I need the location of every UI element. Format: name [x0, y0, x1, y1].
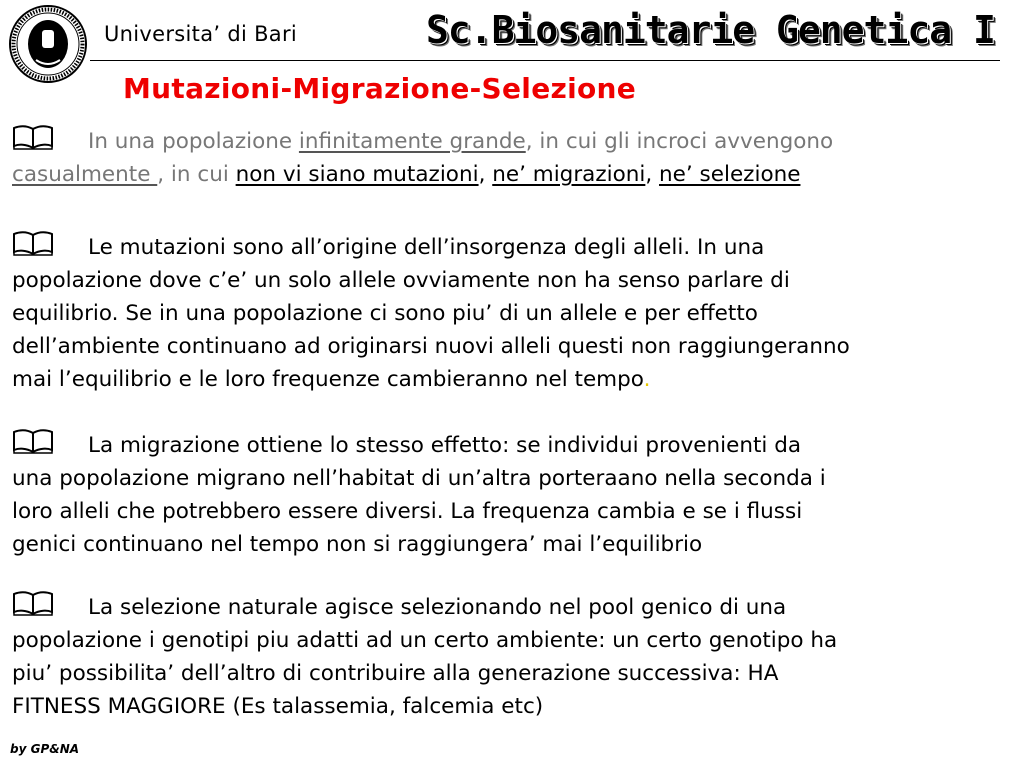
intro-paragraph: [12, 124, 1012, 191]
mutations-line-3: equilibrio. Se in una popolazione ci sono piu’ di un allele e per effetto: [12, 301, 758, 326]
migration-line-1: La migrazione ottiene lo stesso effetto: se individui provenienti da: [88, 433, 802, 458]
course-title: Sc.Biosanitarie Genetica I: [426, 8, 995, 52]
selection-line-4: FITNESS MAGGIORE (Es talassemia, falcemia etc): [12, 694, 544, 719]
open-book-icon: [12, 124, 54, 150]
university-name: Universita’ di Bari: [104, 22, 298, 46]
mutations-paragraph: [12, 230, 1012, 396]
mutations-end-dot: .: [643, 367, 651, 392]
selection-line-2: popolazione i genotipi piu adatti ad un certo ambiente: un certo genotipo ha: [12, 628, 838, 653]
intro-term-no-mutations: non vi siano mutazioni: [235, 162, 479, 187]
intro-text-5: ,: [645, 162, 660, 187]
header-divider: [90, 60, 1000, 61]
intro-term-randomly: casualmente: [12, 162, 158, 187]
selection-paragraph: [12, 590, 1012, 723]
author-credit: by GP&NA: [10, 742, 80, 756]
intro-term-infinitely-large: infinitamente grande: [298, 129, 526, 154]
open-book-icon: [12, 230, 54, 256]
migration-paragraph: [12, 428, 1012, 561]
open-book-icon: [12, 590, 54, 616]
open-book-icon: [12, 428, 54, 454]
selection-line-3: piu’ possibilita’ dell’altro di contribuire alla generazione successiva: HA: [12, 661, 779, 686]
intro-term-no-migrations: ne’ migrazioni: [492, 162, 646, 187]
selection-line-1: La selezione naturale agisce selezionando nel pool genico di una: [88, 595, 787, 620]
mutations-line-1: Le mutazioni sono all’origine dell’insorgenza degli alleli. In una: [88, 235, 765, 260]
slide-title: Mutazioni-Migrazione-Selezione: [123, 72, 637, 105]
migration-line-3: loro alleli che potrebbero essere diversi. La frequenza cambia e se i flussi: [12, 499, 803, 524]
intro-text-3: , in cui: [157, 162, 236, 187]
intro-text-2: , in cui gli incroci avvengono: [525, 129, 834, 154]
intro-term-no-selection: ne’ selezione: [659, 162, 801, 187]
mutations-line-5: mai l’equilibrio e le loro frequenze cambieranno nel tempo: [12, 367, 644, 392]
intro-text-1: In una popolazione: [88, 129, 299, 154]
mutations-line-2: popolazione dove c’e’ un solo allele ovviamente non ha senso parlare di: [12, 268, 790, 293]
intro-text-4: ,: [478, 162, 493, 187]
migration-line-4: genici continuano nel tempo non si raggiungera’ mai l’equilibrio: [12, 532, 703, 557]
university-seal-icon: [8, 4, 88, 84]
mutations-line-4: dell’ambiente continuano ad originarsi nuovi alleli questi non raggiungeranno: [12, 334, 850, 359]
migration-line-2: una popolazione migrano nell’habitat di un’altra porteraano nella seconda i: [12, 466, 826, 491]
